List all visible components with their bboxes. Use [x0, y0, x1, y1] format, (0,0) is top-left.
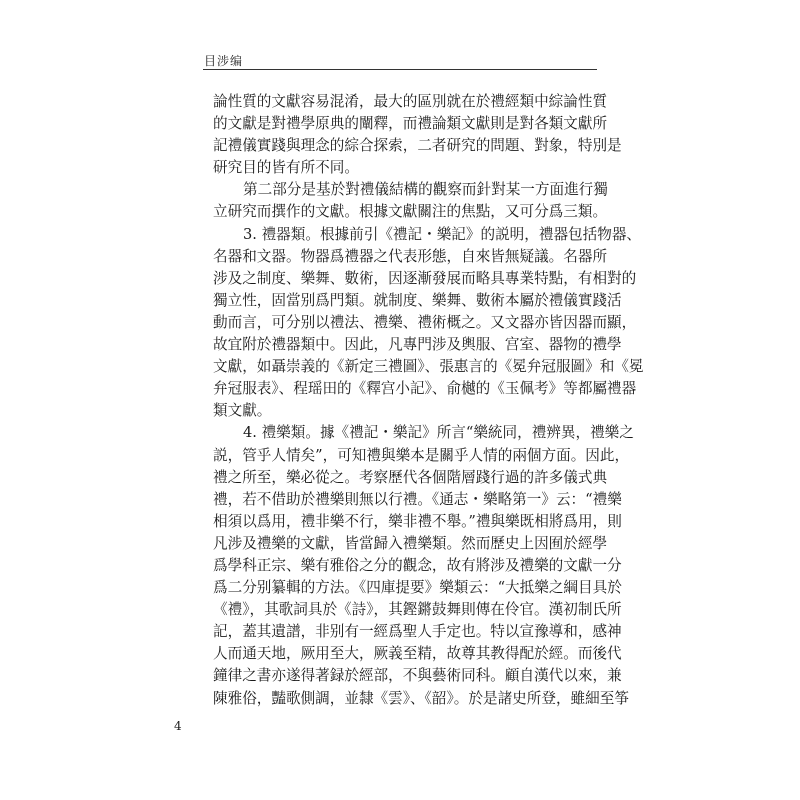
running-header: 目涉编	[204, 54, 244, 68]
header-rule	[203, 69, 597, 70]
text-line: 人而通天地，厥用至大，厥義至精，故尊其教得配於經。而後代	[213, 645, 622, 663]
text-line: 爲二分别纂輯的方法。《四庫提要》樂類云：“大抵樂之綱目具於	[213, 579, 622, 597]
text-line: 説，管乎人情矣”，可知禮與樂本是關乎人情的兩個方面。因此，	[213, 446, 630, 464]
text-line: 鐘律之書亦遂得著録於經部，不與藝術同科。顧自漢代以來，兼	[213, 667, 622, 685]
page-body	[213, 91, 644, 710]
text-line: 名器和文器。物器爲禮器之代表形態，自來皆無疑議。名器所	[213, 247, 608, 265]
text-line: 動而言，可分别以禮法、禮樂、禮術概之。又文器亦皆因器而顯，	[213, 313, 637, 331]
text-line: 相須以爲用，禮非樂不行，樂非禮不舉。”禮與樂既相將爲用，則	[213, 512, 622, 530]
paragraph	[213, 91, 622, 179]
text-line: 禮之所至，樂必從之。考察歷代各個階層踐行過的許多儀式典	[213, 468, 608, 486]
paragraph	[213, 224, 644, 423]
text-line: 類文獻。	[213, 402, 272, 420]
text-line: 弁冠服表》、程瑶田的《釋宫小記》、俞樾的《玉佩考》等都屬禮器	[213, 380, 637, 398]
text-line: 記禮儀實踐與理念的綜合探索，二者研究的問題、對象，特別是	[213, 137, 622, 155]
text-line: 凡涉及禮樂的文獻，皆當歸入禮樂類。然而歷史上因囿於經學	[213, 534, 608, 552]
text-line: 論性質的文獻容易混淆，最大的區別就在於禮經類中綜論性質	[213, 93, 608, 110]
text-line: 爲學科正宗、樂有雅俗之分的觀念，故有將涉及禮樂的文獻一分	[213, 556, 622, 574]
text-line: 故宜附於禮器類中。因此，凡專門涉及輿服、宫室、器物的禮學	[213, 336, 622, 354]
text-line: 4. 禮樂類。據《禮記・樂記》所言“樂統同，禮辨異，禮樂之	[243, 424, 634, 442]
text-line: 研究目的皆有所不同。	[213, 159, 359, 177]
text-line: 立研究而撰作的文獻。根據文獻關注的焦點，又可分爲三類。	[213, 203, 608, 221]
text-line: 禮，若不借助於禮樂則無以行禮。《通志・樂略第一》云：“禮樂	[213, 490, 622, 508]
text-line: 3. 禮器類。根據前引《禮記・樂記》的説明，禮器包括物器、	[243, 225, 642, 243]
text-line: 的文獻是對禮學原典的闡釋，而禮論類文獻則是對各類文獻所	[213, 115, 608, 133]
text-line: 文獻，如聶崇義的《新定三禮圖》、張惠言的《冕弁冠服圖》和《冕	[213, 358, 644, 376]
text-line: 第二部分是基於對禮儀結構的觀察而針對某一方面進行獨	[243, 181, 608, 199]
text-line: 陳雅俗，豔歌側調，並隸《雲》、《韶》。於是諸史所登，雖細至筝	[213, 689, 629, 707]
text-line: 涉及之制度、樂舞、數術，因逐漸發展而略具專業特點，有相對的	[213, 269, 637, 287]
text-line: 記，蓋其遺譜，非别有一經爲聖人手定也。特以宣豫導和，感神	[213, 623, 622, 641]
paragraph	[213, 422, 634, 709]
paragraph	[213, 179, 608, 223]
text-line: 《禮》，其歌詞具於《詩》，其鏗鏘鼓舞則傳在伶官。漢初制氏所	[213, 601, 622, 619]
text-line: 獨立性，固當别爲門類。就制度、樂舞、數術本屬於禮儀實踐活	[213, 291, 622, 309]
page-number: 4	[174, 719, 182, 733]
